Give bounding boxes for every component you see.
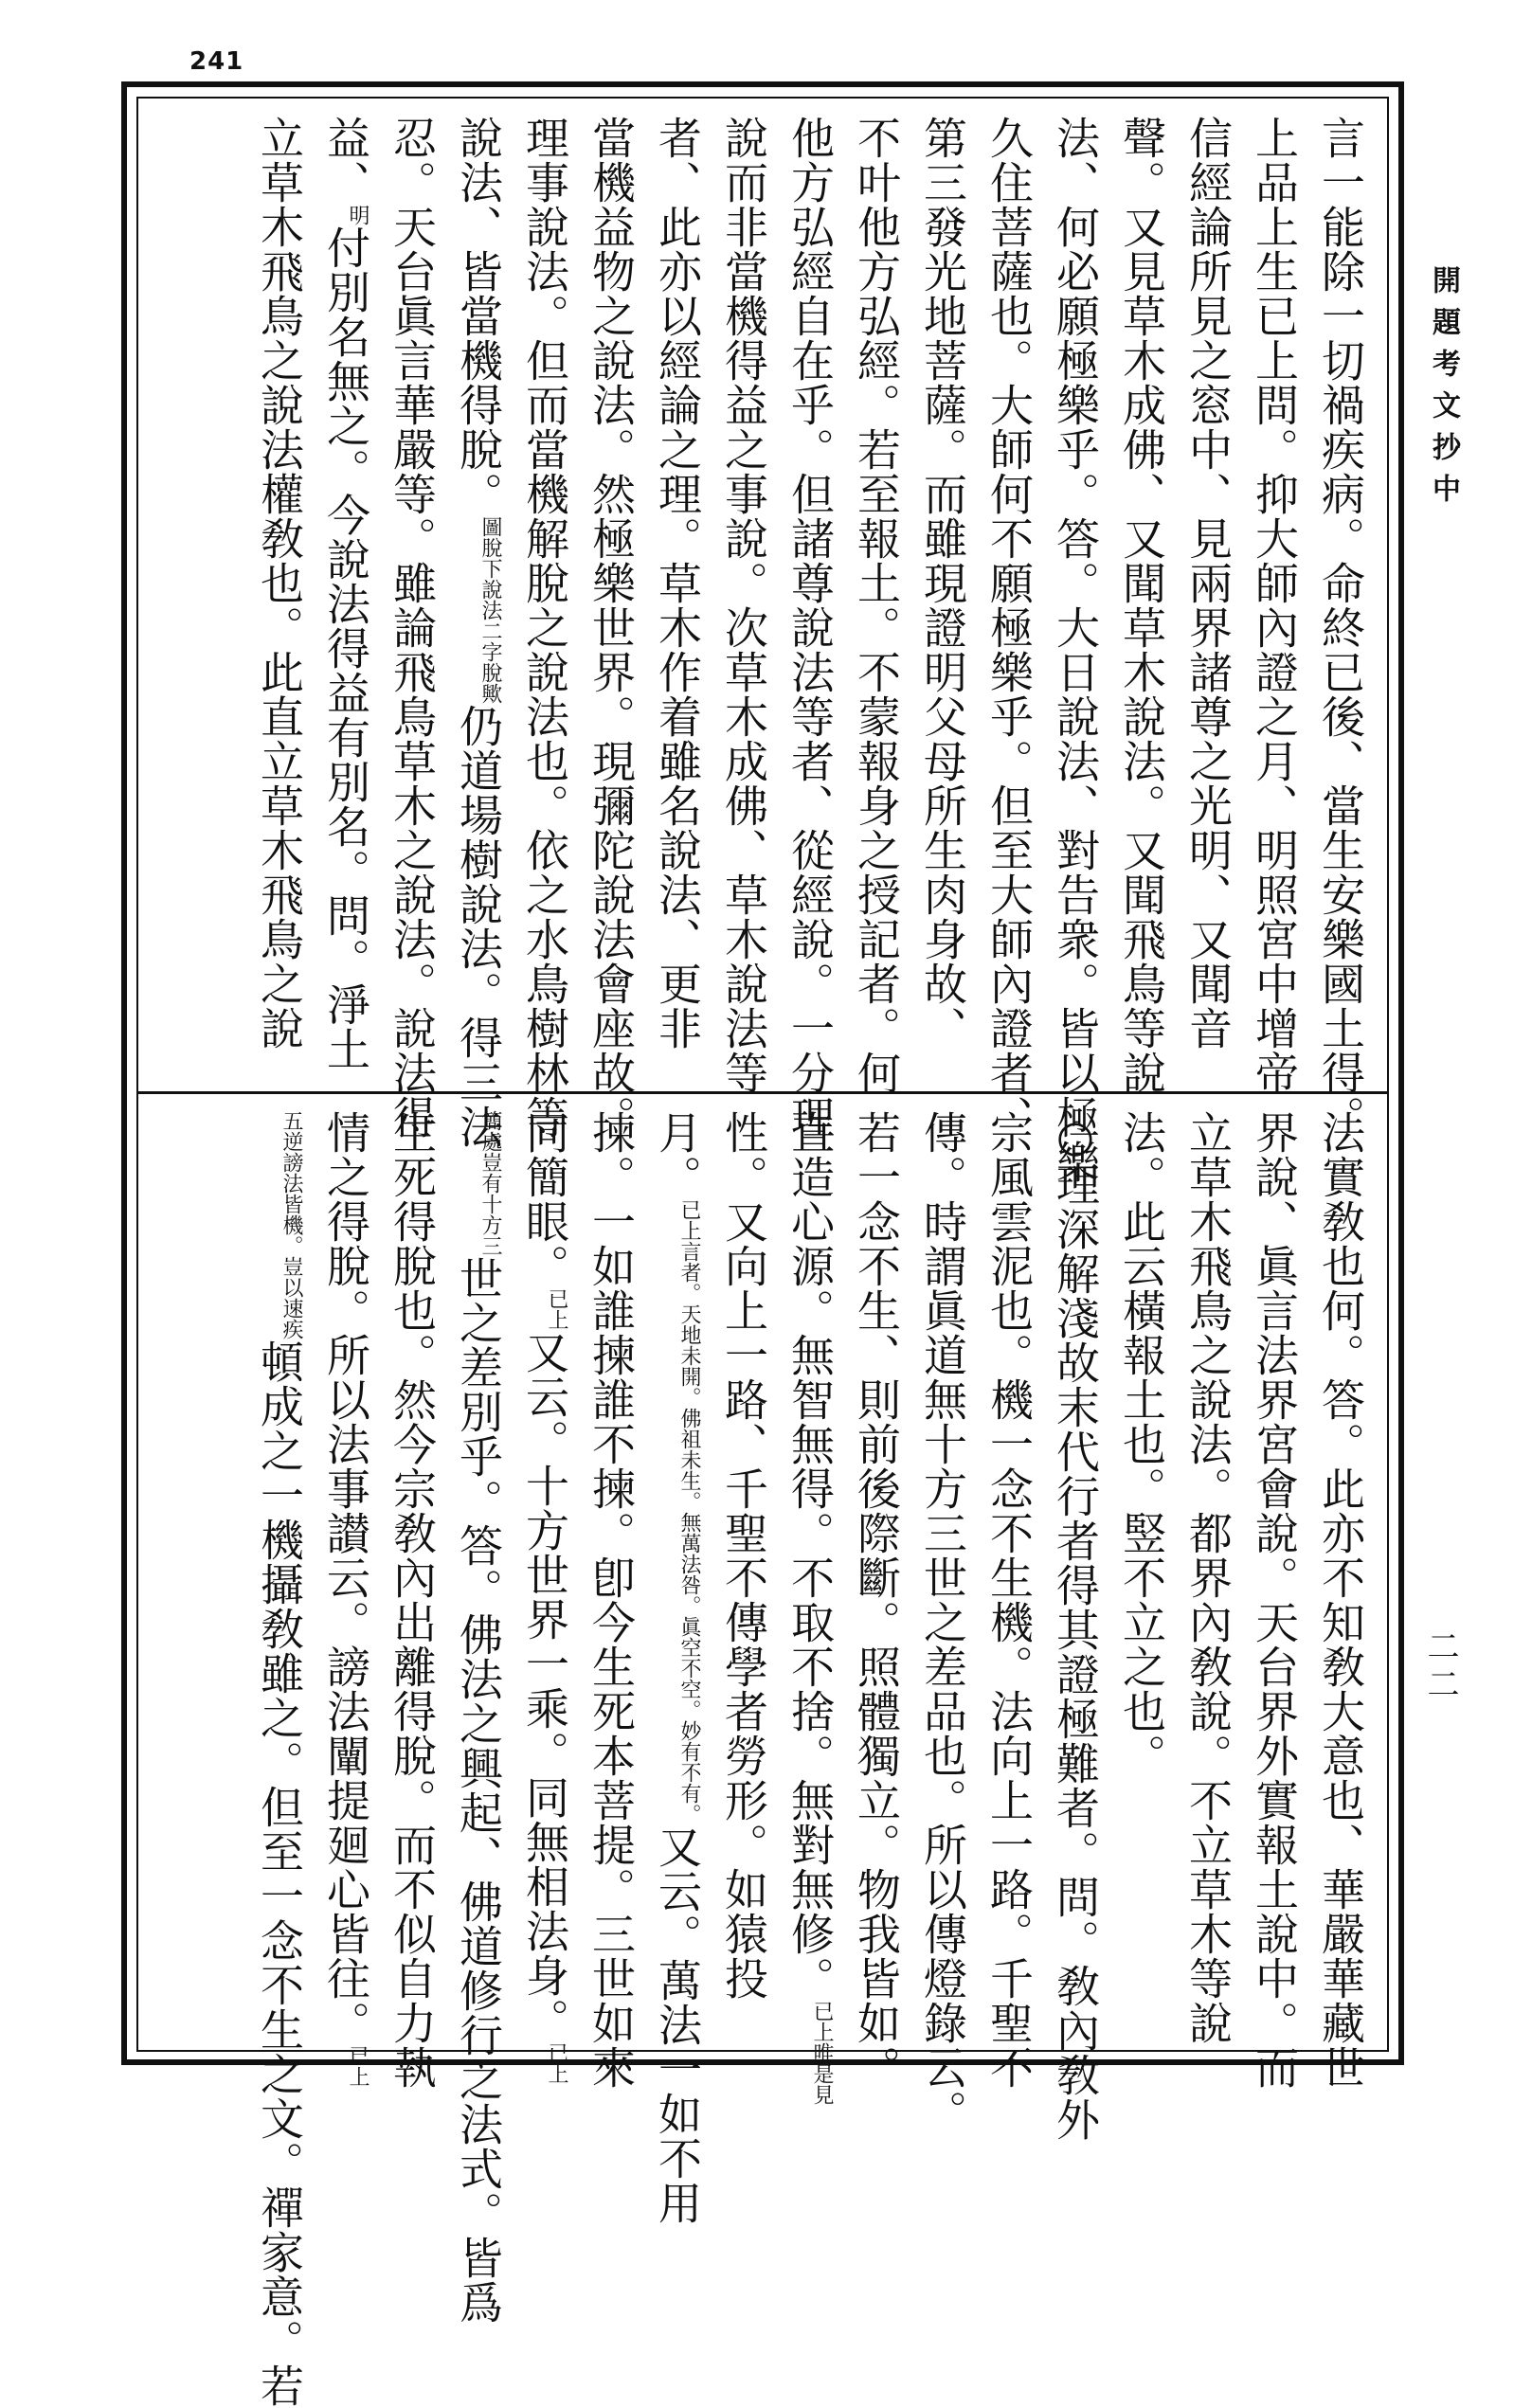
text-column: 說而非當機得益之事說。次草木成佛、草木說法等	[718, 116, 769, 1095]
interlinear-note: 已上	[346, 2045, 369, 2087]
lower-text-block	[156, 1110, 1374, 2408]
text-run: 益、	[320, 116, 371, 205]
page-number: 241	[189, 47, 244, 76]
text-column: 上品上生已上問。抑大師內證之月、明照宮中增帝	[1249, 116, 1300, 1095]
text-column	[777, 1110, 843, 2105]
text-column: 宗風雲泥也。機一念不生機。法向上一路。千聖不	[983, 1110, 1035, 2090]
text-column	[246, 1110, 313, 2408]
text-column: 言一能除一切禍疾病。命終已後、當生安樂國土得。	[1315, 116, 1366, 1140]
text-run: 情之得脫。所以法事讃云。謗法闡提廻心皆往。	[320, 1110, 371, 2045]
interlinear-note: 簡處豈有十方三	[478, 1110, 502, 1256]
text-column: 理事說法。但而當機解脫之說法也。依之水鳥樹林等	[519, 116, 570, 1140]
text-run: 同簡眼。	[519, 1110, 570, 1288]
interlinear-note: 已上言者。天地未開。佛祖未生。無萬法咎。眞空不空。妙有不有。	[677, 1199, 701, 1824]
interlinear-note: 已上	[545, 1288, 568, 1330]
margin-folio-number: 二二	[1421, 1629, 1459, 1705]
interlinear-note: 已上	[545, 2042, 568, 2084]
text-column: 立草木飛鳥之說法權敎也。此直立草木飛鳥之說	[254, 116, 305, 1051]
text-run: 說法、皆當機得脫。	[453, 116, 504, 516]
text-column	[445, 1110, 512, 2325]
margin-running-title: 開題考文抄中	[1427, 265, 1460, 515]
text-column: 傳。時謂眞道無十方三世之差品也。所以傳燈錄云。	[917, 1110, 968, 2134]
text-run: 月。	[652, 1110, 703, 1199]
text-run: 仍道場樹說法。得三法	[453, 704, 504, 1149]
text-column: ○理深解淺故末代行者得其證極難者。問。敎內敎外	[1050, 1110, 1101, 2142]
interlinear-note: 明	[346, 205, 369, 225]
text-column: 信經論所見之窓中、見兩界諸尊之光明、又聞音	[1182, 116, 1234, 1051]
text-column: 他方弘經自在乎。但諸尊說法等者、從經說。一分理	[784, 116, 836, 1140]
text-column: 不叶他方弘經。若至報土。不蒙報身之授記者。何	[851, 116, 902, 1095]
text-column: 界說、眞言法界宮會說。天台界外實報土說中。而	[1249, 1110, 1300, 2090]
text-column: 性。又向上一路、千聖不傳學者勞形。如猿投	[718, 1110, 769, 2001]
text-column	[313, 1110, 379, 2087]
text-column: 者、此亦以經論之理。草木作着雖名說法、更非	[652, 116, 703, 1051]
text-column: 生死得脫也。然今宗敎內出離得脫。而不似自力執	[387, 1110, 438, 2090]
interlinear-note: 五逆謗法皆機。豈以速疾	[279, 1110, 303, 1339]
interlinear-note: 已上唯是見	[810, 2001, 834, 2105]
text-column: 第三發光地菩薩。而雖現證明父母所生肉身故、	[917, 116, 968, 1051]
text-run: 又云。十方世界一乘。同無相法身。	[519, 1330, 570, 2042]
text-column	[512, 1110, 578, 2084]
text-column: 法。此云橫報土也。竪不立之也。	[1116, 1110, 1167, 1778]
text-column: 當機益物之說法。然極樂世界。現彌陀說法會座故。	[586, 116, 637, 1140]
text-run: 付別名無之。今說法得益有別名。問。淨土	[320, 225, 371, 1071]
text-column	[644, 1110, 711, 2225]
text-column: 立草木飛鳥之說法。都界內敎說。不立草木等說	[1182, 1110, 1234, 2045]
text-run: 又云。萬法一如不用	[652, 1824, 703, 2225]
text-column: 揀。一如誰揀誰不揀。卽今生死本菩提。三世如來	[586, 1110, 637, 2090]
text-run: 直造心源。無智無得。不取不捨。無對無修。	[784, 1110, 836, 2001]
text-column: 法實敎也何。答。此亦不知敎大意也、華嚴華藏世	[1315, 1110, 1366, 2090]
text-column	[313, 116, 379, 1072]
text-column: 聲。又見草木成佛、又聞草木說法。又聞飛鳥等說	[1116, 116, 1167, 1095]
text-run: 世之差別乎。答。佛法之興起、佛道修行之法式。皆爲	[453, 1256, 504, 2325]
text-column: 若一念不生、則前後際斷。照體獨立。物我皆如。	[851, 1110, 902, 2090]
text-column	[445, 116, 512, 1149]
interlinear-note: 圖脫下說法二字脫歟	[478, 516, 502, 704]
text-column: 法、何必願極樂乎。答。大日說法、對告衆。皆以極樂	[1050, 116, 1101, 1184]
text-column: 久住菩薩也。大師何不願極樂乎。但至大師內證者、	[983, 116, 1035, 1140]
text-column: 忍。天台眞言華嚴等。雖論飛鳥草木之說法。說法得	[387, 116, 438, 1140]
text-run: 頓成之一機攝敎雖之。但至一念不生之文。禪家意。若	[254, 1339, 305, 2408]
